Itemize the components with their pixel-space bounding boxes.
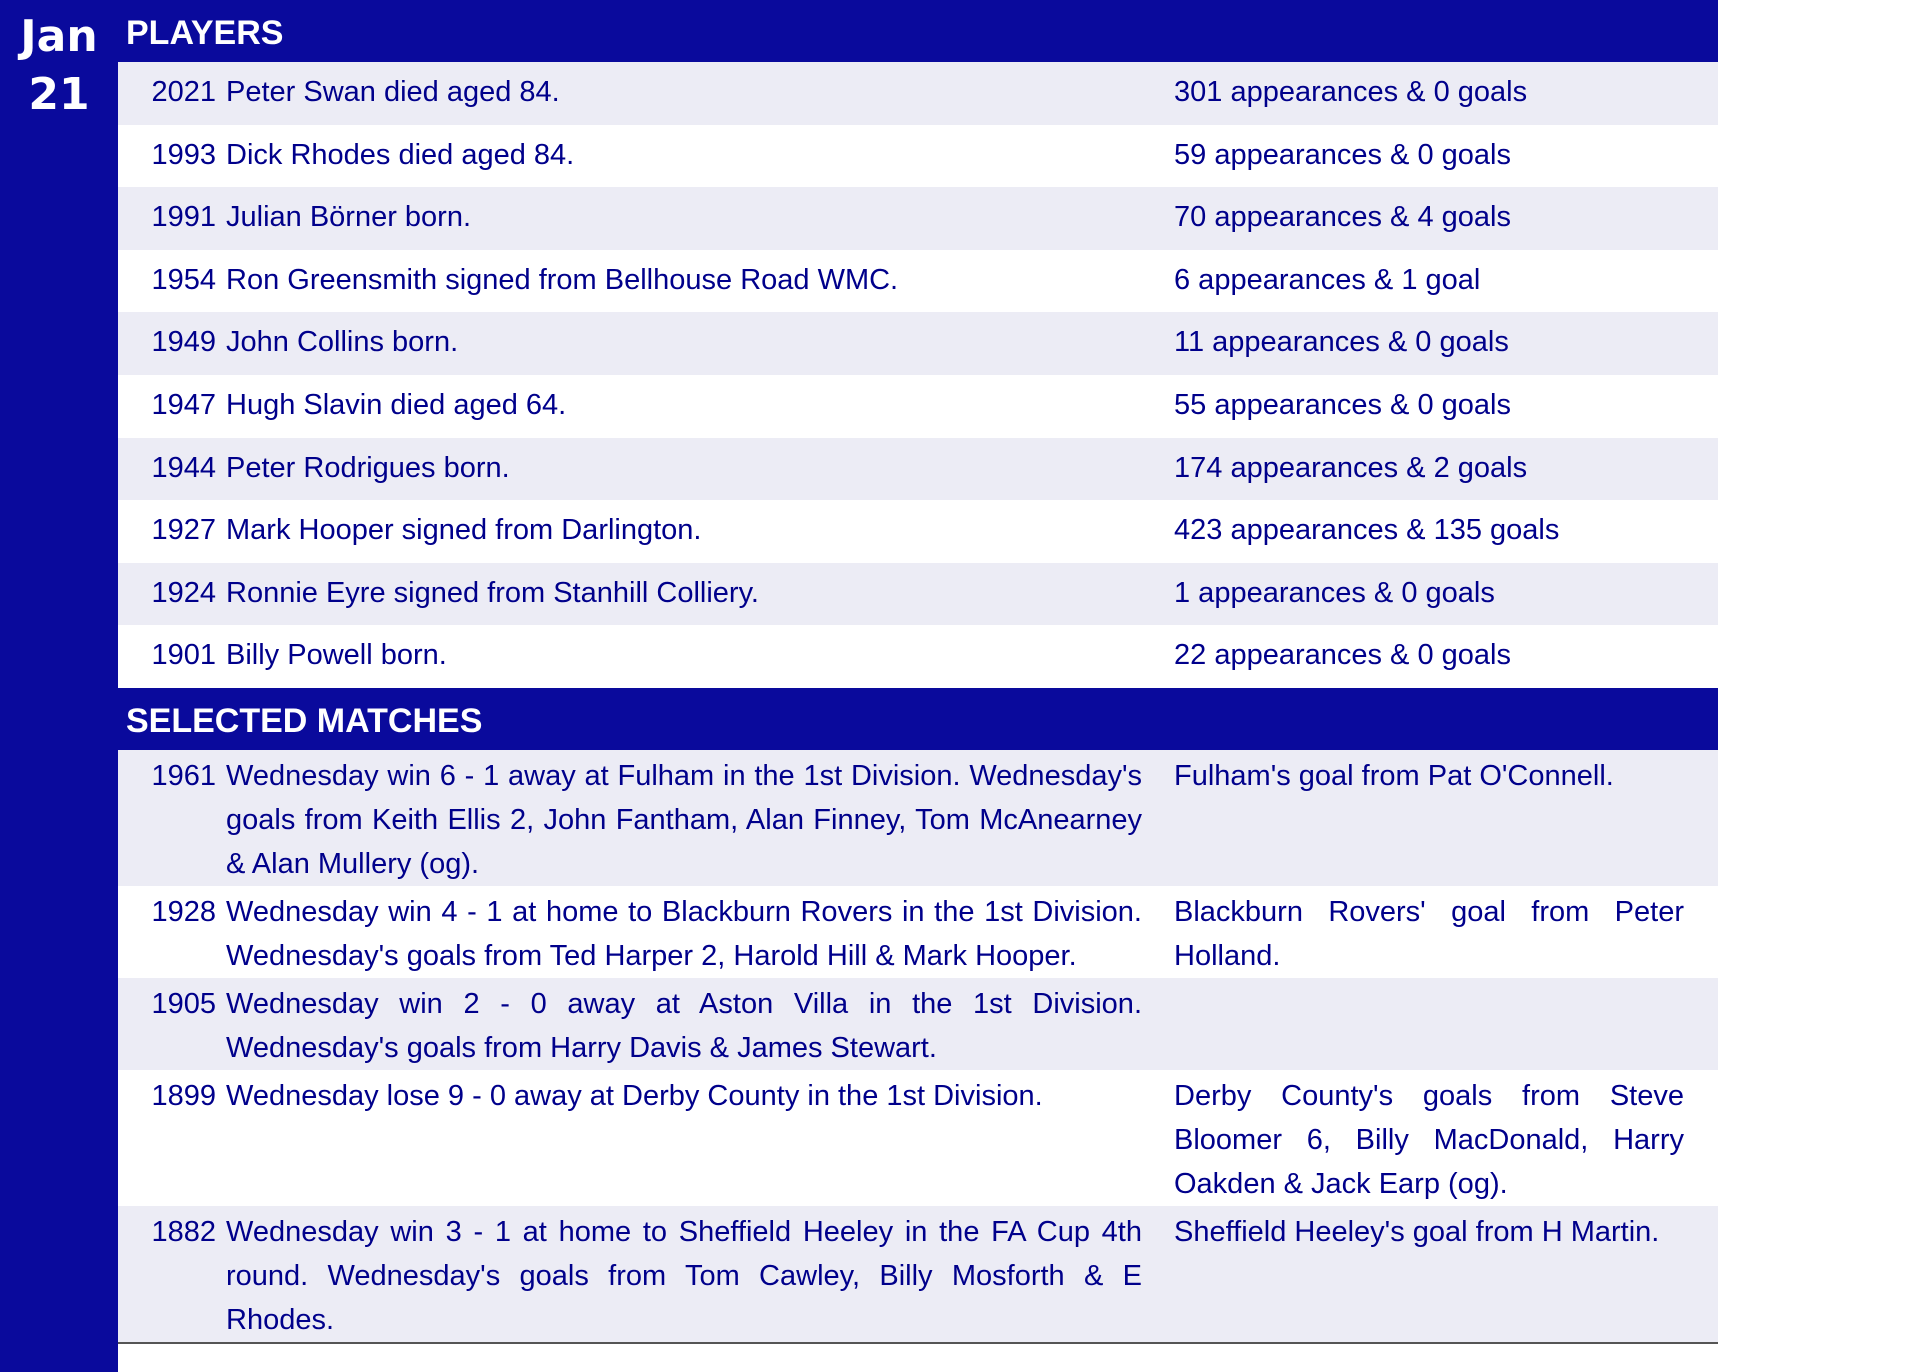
date-sidebar	[0, 0, 118, 1372]
player-event: Peter Swan died aged 84.	[226, 76, 560, 108]
player-row	[118, 375, 1718, 438]
player-stats: 6 appearances & 1 goal	[1174, 263, 1481, 296]
player-row	[118, 62, 1718, 125]
match-summary: Wednesday win 4 - 1 at home to Blackburn Rovers in the 1st Division. Wednesday's goals from Ted Harper 2, Harold Hill & Mark Hooper.	[226, 895, 1142, 972]
match-year: 1928	[151, 895, 216, 928]
player-year: 1924	[151, 576, 216, 609]
player-year: 2021	[151, 76, 216, 108]
player-event: Peter Rodrigues born.	[226, 451, 510, 484]
matches-list	[118, 750, 1718, 1342]
player-event: Ronnie Eyre signed from Stanhill Colliery.	[226, 576, 759, 609]
date-day: 21	[28, 69, 90, 120]
player-stats: 174 appearances & 2 goals	[1174, 451, 1528, 484]
match-year: 1882	[151, 1215, 216, 1248]
player-stats: 301 appearances & 0 goals	[1174, 76, 1528, 108]
player-year: 1954	[151, 263, 216, 296]
player-row	[118, 438, 1718, 501]
player-event: Billy Powell born.	[226, 639, 447, 672]
player-stats: 22 appearances & 0 goals	[1174, 639, 1511, 672]
player-row	[118, 563, 1718, 626]
bottom-divider	[118, 1342, 1718, 1344]
match-opponent-goals: Derby County's goals from Steve Bloomer 6, Billy MacDonald, Harry Oakden & Jack Earp (og).	[1174, 1079, 1684, 1200]
player-row	[118, 187, 1718, 250]
player-row	[118, 312, 1718, 375]
player-year: 1944	[151, 451, 216, 484]
player-event: John Collins born.	[226, 326, 459, 359]
player-stats: 11 appearances & 0 goals	[1174, 326, 1509, 359]
player-row	[118, 125, 1718, 188]
match-row	[118, 750, 1718, 886]
matches-header: SELECTED MATCHES	[118, 688, 1718, 750]
player-row	[118, 250, 1718, 313]
content	[118, 0, 1718, 1344]
player-event: Ron Greensmith signed from Bellhouse Road WMC.	[226, 263, 899, 296]
player-row	[118, 625, 1718, 688]
match-opponent-goals: Sheffield Heeley's goal from H Martin.	[1174, 1215, 1660, 1248]
player-year: 1927	[151, 514, 216, 547]
match-row	[118, 978, 1718, 1070]
player-stats: 59 appearances & 0 goals	[1174, 138, 1511, 171]
match-row	[118, 1070, 1718, 1206]
match-opponent-goals: Blackburn Rovers' goal from Peter Holland.	[1174, 895, 1684, 972]
players-list	[118, 62, 1718, 688]
player-event: Julian Börner born.	[226, 201, 472, 234]
player-year: 1947	[151, 388, 216, 421]
match-summary: Wednesday win 6 - 1 away at Fulham in the 1st Division. Wednesday's goals from Keith Ellis 2, John Fantham, Alan Finney, Tom McAnearney & Alan Mullery (og).	[226, 759, 1142, 880]
date-month: Jan	[20, 11, 98, 62]
player-year: 1993	[151, 138, 216, 171]
player-year: 1901	[151, 639, 216, 672]
player-row	[118, 500, 1718, 563]
player-stats: 1 appearances & 0 goals	[1174, 576, 1495, 609]
match-summary: Wednesday lose 9 - 0 away at Derby County in the 1st Division.	[226, 1079, 1043, 1112]
match-opponent-goals: Fulham's goal from Pat O'Connell.	[1174, 759, 1614, 792]
player-stats: 70 appearances & 4 goals	[1174, 201, 1511, 234]
players-header: PLAYERS	[118, 0, 1718, 62]
match-year: 1899	[151, 1079, 216, 1112]
match-year: 1961	[151, 759, 216, 792]
match-row	[118, 1206, 1718, 1342]
player-year: 1949	[151, 326, 216, 359]
match-summary: Wednesday win 2 - 0 away at Aston Villa in the 1st Division. Wednesday's goals from Harry Davis & James Stewart.	[226, 987, 1142, 1064]
match-year: 1905	[151, 987, 216, 1020]
match-opponent-goals	[1154, 982, 1684, 1070]
date-label	[0, 8, 118, 124]
player-event: Hugh Slavin died aged 64.	[226, 388, 567, 421]
player-event: Dick Rhodes died aged 84.	[226, 138, 575, 171]
player-stats: 423 appearances & 135 goals	[1174, 514, 1560, 547]
match-summary: Wednesday win 3 - 1 at home to Sheffield Heeley in the FA Cup 4th round. Wednesday's goals from Tom Cawley, Billy Mosforth & E Rhodes.	[226, 1215, 1142, 1336]
player-event: Mark Hooper signed from Darlington.	[226, 514, 702, 547]
player-stats: 55 appearances & 0 goals	[1174, 388, 1511, 421]
match-row	[118, 886, 1718, 978]
player-year: 1991	[151, 201, 216, 234]
